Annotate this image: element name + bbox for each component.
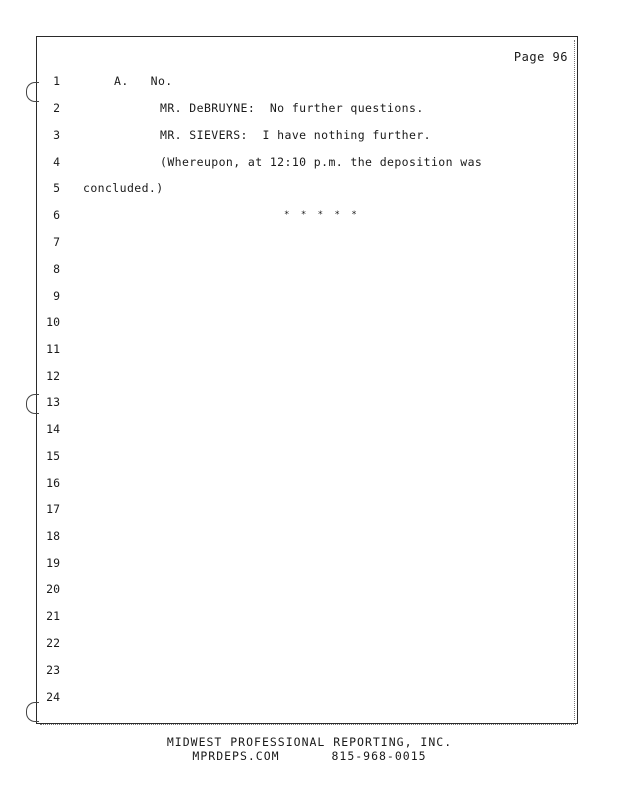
line-number: 13 (46, 395, 60, 409)
line-number: 5 (53, 181, 60, 195)
transcript-line (38, 607, 568, 625)
line-number: 14 (46, 422, 60, 436)
line-text: concluded.) (83, 181, 164, 195)
footer-website: MPRDEPS.COM (192, 749, 280, 763)
line-number: 10 (46, 315, 60, 329)
line-number: 19 (46, 556, 60, 570)
transcript-line (38, 527, 568, 545)
transcript-line (38, 99, 568, 117)
line-number: 9 (53, 289, 60, 303)
transcript-line (38, 313, 568, 331)
page-number: Page 96 (513, 50, 568, 64)
line-text: MR. DeBRUYNE: No further questions. (160, 101, 424, 115)
bottom-edge-dots (40, 724, 576, 728)
line-number: 7 (53, 235, 60, 249)
transcript-line (38, 287, 568, 305)
transcript-line (38, 72, 568, 90)
transcript-line (38, 206, 568, 224)
line-number: 21 (46, 609, 60, 623)
line-number: 6 (53, 208, 60, 222)
line-text: MR. SIEVERS: I have nothing further. (160, 128, 431, 142)
line-number: 4 (53, 155, 60, 169)
transcript-line (38, 260, 568, 278)
transcript-line (38, 688, 568, 706)
line-text: (Whereupon, at 12:10 p.m. the deposition was (160, 155, 483, 169)
line-number: 18 (46, 529, 60, 543)
line-text: A. No. (114, 74, 173, 88)
transcript-line (38, 393, 568, 411)
line-number: 3 (53, 128, 60, 142)
line-number: 15 (46, 449, 60, 463)
footer-phone: 815-968-0015 (331, 749, 427, 763)
line-number: 16 (46, 476, 60, 490)
line-number: 24 (46, 690, 60, 704)
transcript-line (38, 447, 568, 465)
transcript-line (38, 420, 568, 438)
line-number: 8 (53, 262, 60, 276)
line-number: 11 (46, 342, 60, 356)
line-number: 1 (53, 74, 60, 88)
transcript-line (38, 153, 568, 171)
transcript-line (38, 634, 568, 652)
transcript-line (38, 500, 568, 518)
line-number: 2 (53, 101, 60, 115)
transcript-line (38, 554, 568, 572)
line-number: 23 (46, 663, 60, 677)
transcript-line (38, 126, 568, 144)
line-number: 22 (46, 636, 60, 650)
transcript-line (38, 340, 568, 358)
line-text: * * * * * (284, 210, 360, 220)
right-edge-dots (574, 40, 579, 720)
transcript-line (38, 179, 568, 197)
transcript-line (38, 580, 568, 598)
transcript-line (38, 474, 568, 492)
line-number: 20 (46, 582, 60, 596)
line-number: 12 (46, 369, 60, 383)
transcript-line (38, 233, 568, 251)
footer-company: MIDWEST PROFESSIONAL REPORTING, INC. (166, 735, 453, 749)
footer-contact (0, 749, 619, 763)
transcript-line (38, 367, 568, 385)
transcript-line (38, 661, 568, 679)
line-number: 17 (46, 502, 60, 516)
